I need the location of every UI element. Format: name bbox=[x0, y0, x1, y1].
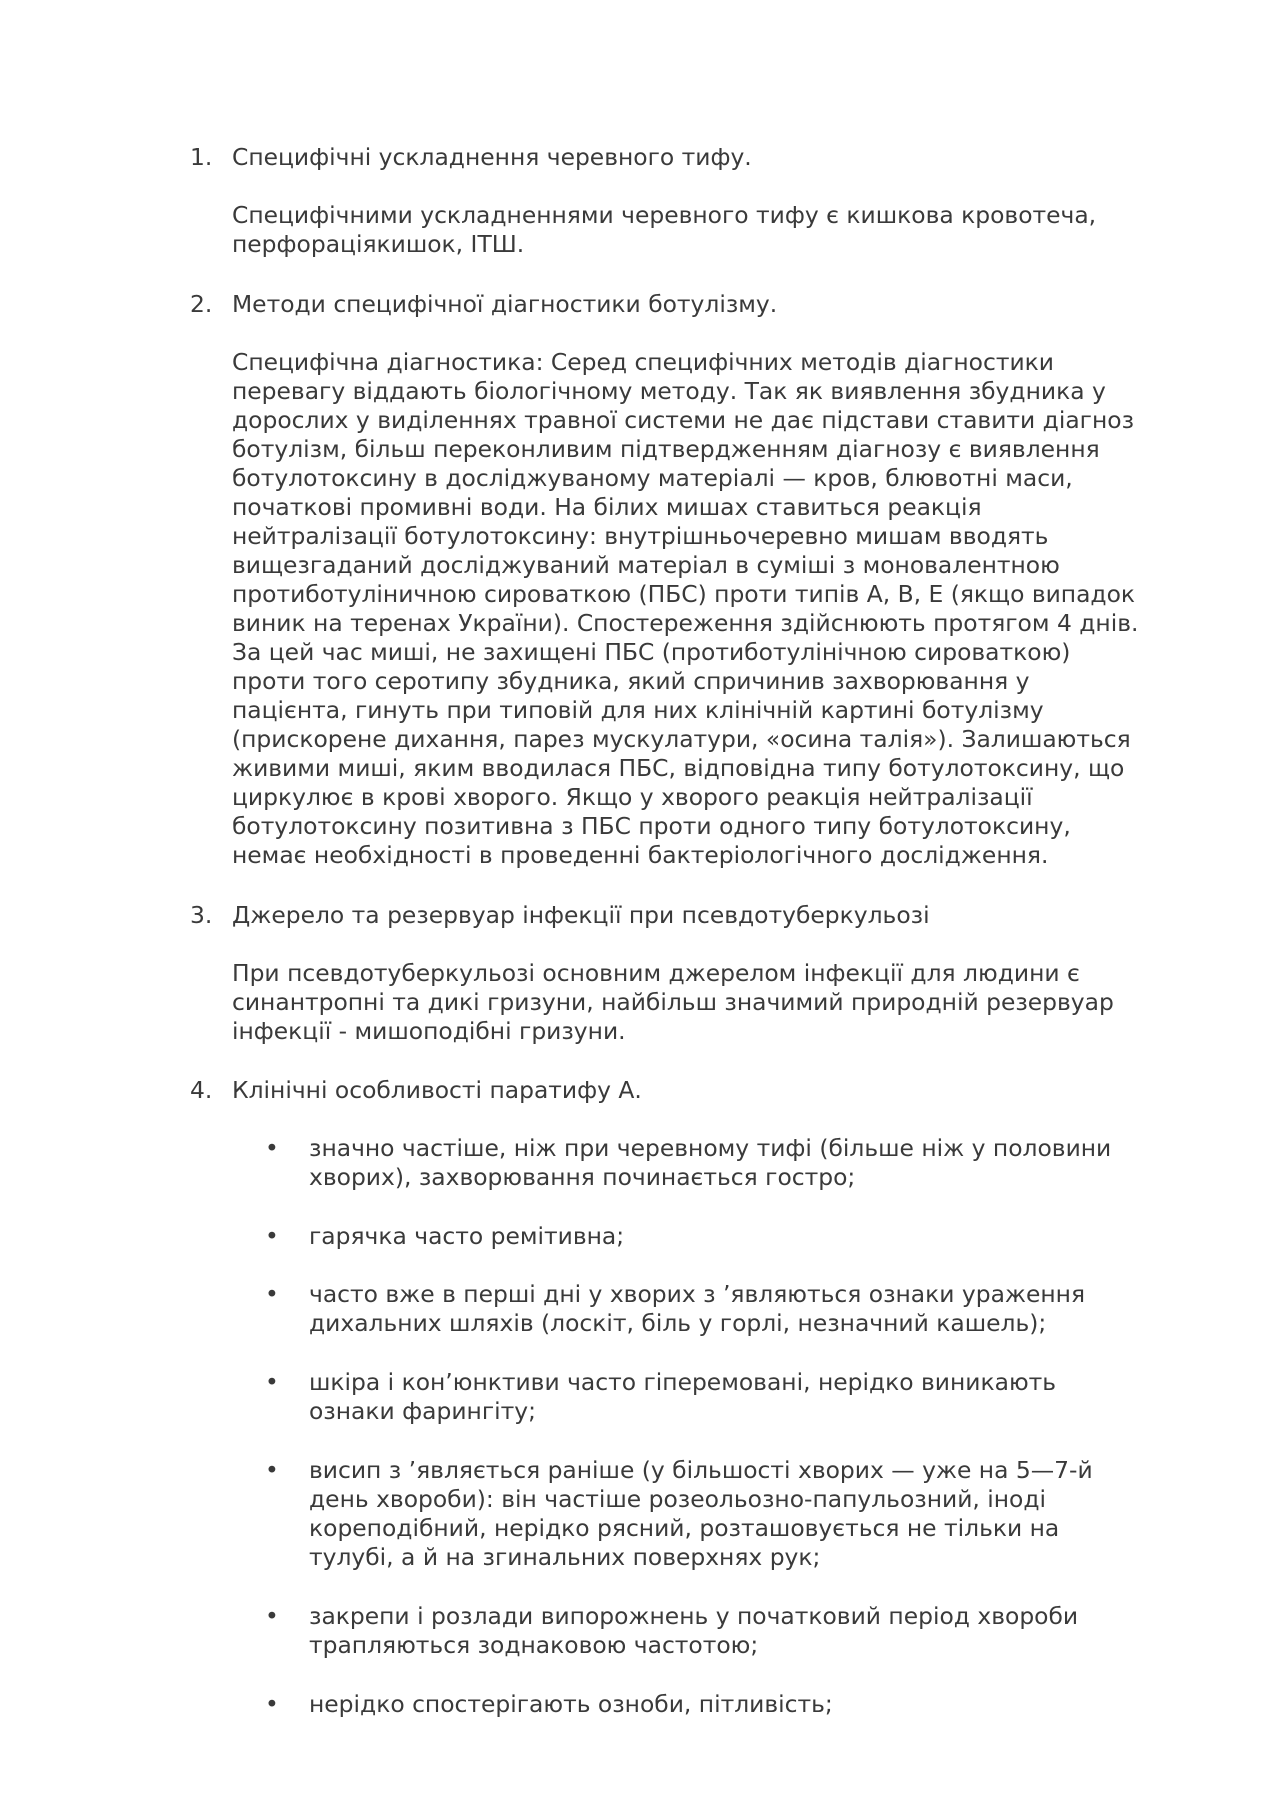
bullet-line: гарячка часто ремітивна; bbox=[309, 1222, 625, 1250]
bullet-line: шкіра і кон’юнктиви часто гіперемовані, нерідко виникають bbox=[309, 1368, 1057, 1396]
bullet-symbol: • bbox=[265, 1280, 279, 1308]
bullet-text bbox=[309, 1134, 1209, 1192]
bullet-text bbox=[309, 1690, 1209, 1719]
answer-paragraph bbox=[232, 959, 1212, 1046]
question-number: 1. bbox=[190, 143, 213, 171]
bullet-text bbox=[309, 1222, 1209, 1251]
question-number: 2. bbox=[190, 290, 213, 318]
bullet-line: день хвороби): він частіше розеольозно-папульозний, іноді bbox=[309, 1485, 1047, 1513]
answer-paragraph bbox=[232, 348, 1212, 870]
answer-line: пацієнта, гинуть при типовій для них клінічній картині ботулізму bbox=[232, 696, 1044, 724]
question-title: Специфічні ускладнення черевного тифу. bbox=[232, 143, 752, 171]
bullet-line: трапляються зоднаковою частотою; bbox=[309, 1631, 759, 1659]
bullet-symbol: • bbox=[265, 1134, 279, 1162]
answer-line: синантропні та дикі гризуни, найбільш значимий природній резервуар bbox=[232, 988, 1114, 1016]
question-title: Джерело та резервуар інфекції при псевдотуберкульозі bbox=[232, 901, 930, 929]
answer-line: циркулює в крові хворого. Якщо у хворого реакція нейтралізації bbox=[232, 783, 1033, 811]
bullet-line: часто вже в перші дні у хворих з ’являються ознаки ураження bbox=[309, 1280, 1086, 1308]
answer-line: початкові промивні води. На білих мишах ставиться реакція bbox=[232, 493, 982, 521]
question-number: 3. bbox=[190, 901, 213, 929]
bullet-symbol: • bbox=[265, 1690, 279, 1718]
bullet-text bbox=[309, 1280, 1209, 1338]
answer-line: вищезгаданий досліджуваний матеріал в суміші з моновалентною bbox=[232, 551, 1060, 579]
bullet-line: дихальних шляхів (лоскіт, біль у горлі, незначний кашель); bbox=[309, 1309, 1047, 1337]
bullet-text bbox=[309, 1456, 1209, 1572]
answer-line: Специфічними ускладненнями черевного тифу є кишкова кровотеча, bbox=[232, 201, 1097, 229]
bullet-line: закрепи і розлади випорожнень у початковий період хвороби bbox=[309, 1602, 1079, 1630]
answer-line: дорослих у виділеннях травної системи не дає підстави ставити діагноз bbox=[232, 406, 1135, 434]
bullet-symbol: • bbox=[265, 1222, 279, 1250]
bullet-line: хворих), захворювання починається гостро; bbox=[309, 1163, 856, 1191]
bullet-symbol: • bbox=[265, 1456, 279, 1484]
bullet-line: висип з ’являється раніше (у більшості хворих — уже на 5—7-й bbox=[309, 1456, 1093, 1484]
answer-line: проти того серотипу збудника, який спричинив захворювання у bbox=[232, 667, 1030, 695]
answer-line: ботулотоксину позитивна з ПБС проти одного типу ботулотоксину, bbox=[232, 812, 1071, 840]
answer-line: За цей час миші, не захищені ПБС (протиботулінічною сироваткою) bbox=[232, 638, 1071, 666]
bullet-text bbox=[309, 1602, 1209, 1660]
question-title: Клінічні особливості паратифу А. bbox=[232, 1076, 642, 1104]
question-number: 4. bbox=[190, 1076, 213, 1104]
answer-line: протиботуліничною сироваткою (ПБС) проти типів А, В, Е (якщо випадок bbox=[232, 580, 1136, 608]
answer-line: Специфічна діагностика: Серед специфічних методів діагностики bbox=[232, 348, 1054, 376]
answer-line: немає необхідності в проведенні бактеріологічного дослідження. bbox=[232, 841, 1049, 869]
answer-line: При псевдотуберкульозі основним джерелом інфекції для людини є bbox=[232, 959, 1080, 987]
bullet-line: кореподібний, нерідко рясний, розташовується не тільки на bbox=[309, 1514, 1060, 1542]
bullet-line: ознаки фарингіту; bbox=[309, 1397, 536, 1425]
bullet-symbol: • bbox=[265, 1602, 279, 1630]
answer-line: ботулотоксину в досліджуваному матеріалі — кров, блювотні маси, bbox=[232, 464, 1073, 492]
bullet-line: нерідко спостерігають озноби, пітливість; bbox=[309, 1690, 833, 1718]
question-title: Методи специфічної діагностики ботулізму. bbox=[232, 290, 778, 318]
answer-line: ботулізм, більш переконливим підтвердженням діагнозу є виявлення bbox=[232, 435, 1100, 463]
bullet-symbol: • bbox=[265, 1368, 279, 1396]
bullet-text bbox=[309, 1368, 1209, 1426]
answer-paragraph bbox=[232, 201, 1212, 259]
answer-line: виник на теренах України). Спостереження здійснюють протягом 4 днів. bbox=[232, 609, 1139, 637]
answer-line: нейтралізації ботулотоксину: внутрішньочеревно мишам вводять bbox=[232, 522, 1049, 550]
answer-line: перевагу віддають біологічному методу. Так як виявлення збудника у bbox=[232, 377, 1106, 405]
answer-line: інфекції - мишоподібні гризуни. bbox=[232, 1017, 626, 1045]
bullet-line: значно частіше, ніж при черевному тифі (більше ніж у половини bbox=[309, 1134, 1112, 1162]
answer-line: (прискорене дихання, парез мускулатури, «осина талія»). Залишаються bbox=[232, 725, 1131, 753]
answer-line: перфораціякишок, ІТШ. bbox=[232, 230, 525, 258]
bullet-line: тулубі, а й на згинальних поверхнях рук; bbox=[309, 1543, 821, 1571]
answer-line: живими миші, яким вводилася ПБС, відповідна типу ботулотоксину, що bbox=[232, 754, 1125, 782]
